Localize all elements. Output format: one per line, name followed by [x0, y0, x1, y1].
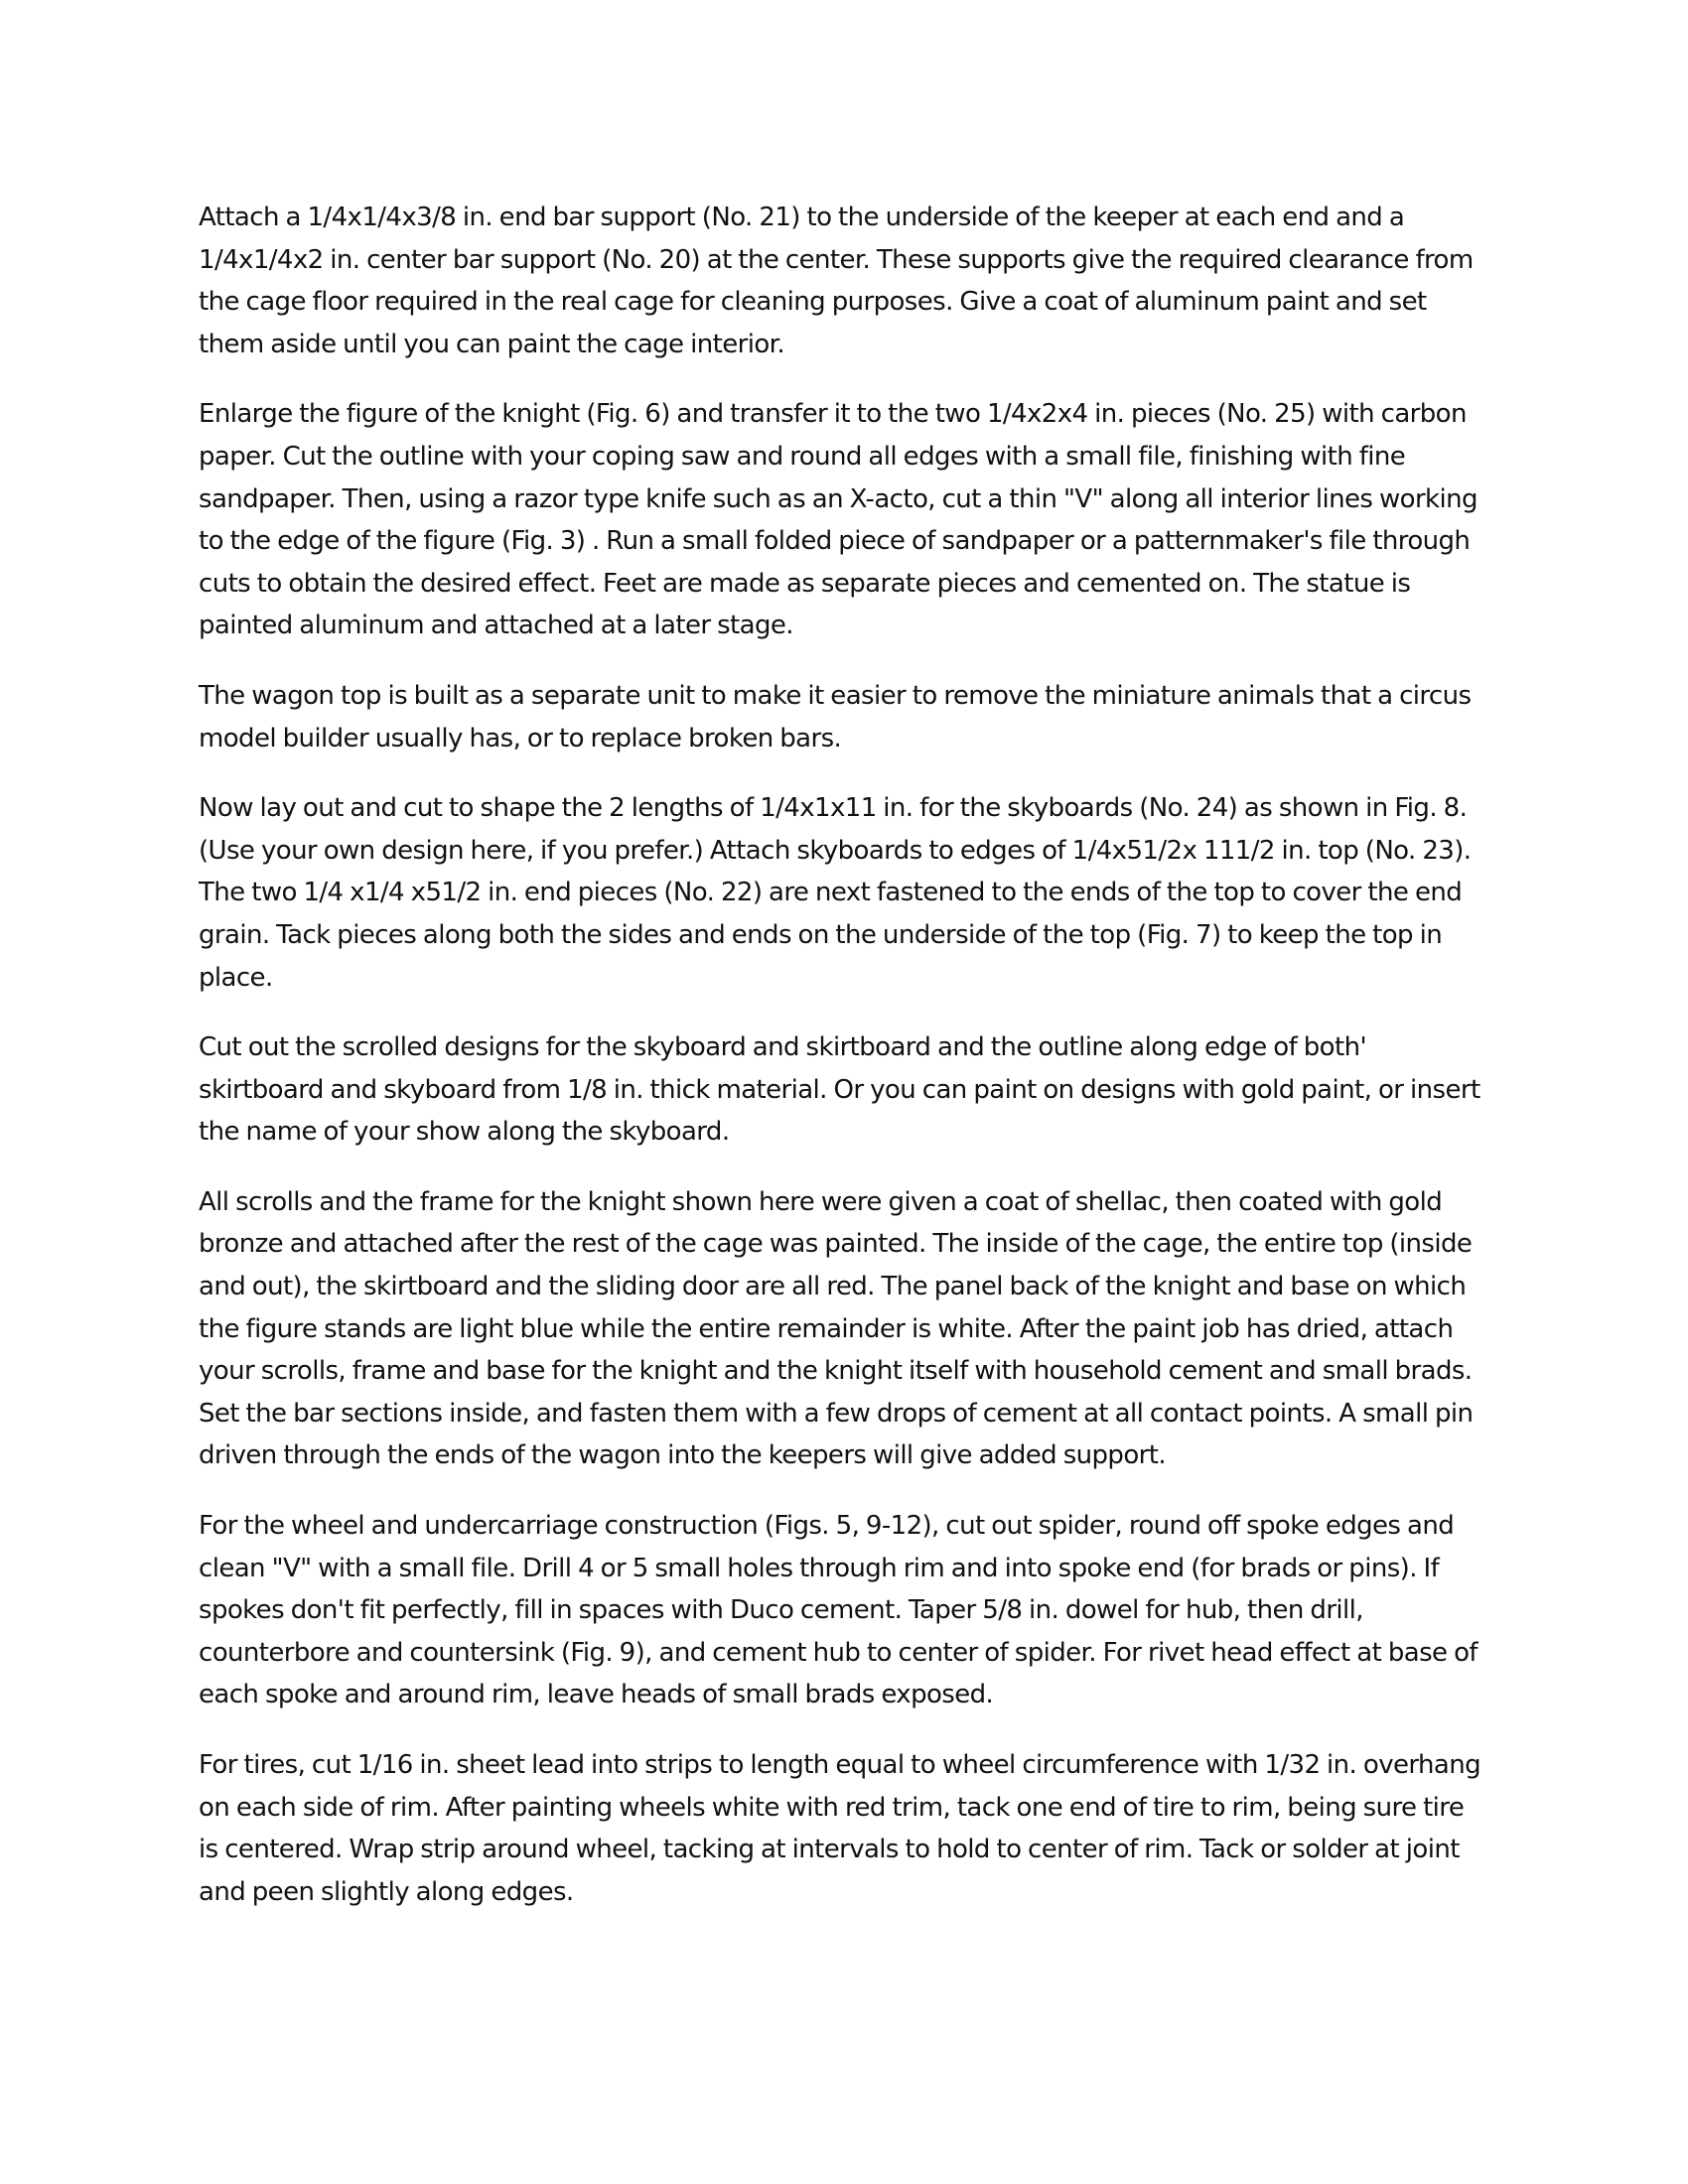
document-page	[199, 197, 1489, 1941]
paragraph-scrolled-designs: Cut out the scrolled designs for the skyboard and skirtboard and the outline along edge of both' skirtboard and skyboard from 1/8 in. thick material. Or you can paint on designs with gold paint, or insert the name of your show along the skyboard.	[199, 1032, 1480, 1148]
paragraph-skyboards: Now lay out and cut to shape the 2 lengths of 1/4x1x11 in. for the skyboards (No. 24) as shown in Fig. 8. (Use your own design here, if you prefer.) Attach skyboards to edges of 1/4x51/2x 111/2 in. top (No. 23). The two 1/4 x1/4 x51/2 in. end pieces (No. 22) are next fastened to the ends of the top to cover the end grain. Tack pieces along both the sides and ends on the underside of the top (Fig. 7) to keep the top in place.	[199, 793, 1472, 993]
paragraph-tires: For tires, cut 1/16 in. sheet lead into strips to length equal to wheel circumference with 1/32 in. overhang on each side of rim. After painting wheels white with red trim, tack one end of tire to rim, being sure tire is centered. Wrap strip around wheel, tacking at intervals to hold to center of rim. Tack or solder at joint and peen slightly along edges.	[199, 1750, 1480, 1907]
paragraph-knight-figure: Enlarge the figure of the knight (Fig. 6) and transfer it to the two 1/4x2x4 in. pieces (No. 25) with carbon paper. Cut the outline with your coping saw and round all edges with a small file, finishing with fine sandpaper. Then, using a razor type knife such as an X-acto, cut a thin "V" along all interior lines working to the edge of the figure (Fig. 3) . Run a small folded piece of sandpaper or a patternmaker's file through cuts to obtain the desired effect. Feet are made as separate pieces and cemented on. The statue is painted aluminum and attached at a later stage.	[199, 399, 1477, 641]
paragraph-end-bar-supports: Attach a 1/4x1/4x3/8 in. end bar support (No. 21) to the underside of the keeper at each end and a 1/4x1/4x2 in. center bar support (No. 20) at the center. These supports give the required clearance from the cage floor required in the real cage for cleaning purposes. Give a coat of aluminum paint and set them aside until you can paint the cage interior.	[199, 203, 1474, 359]
paragraph-painting: All scrolls and the frame for the knight shown here were given a coat of shellac, then coated with gold bronze and attached after the rest of the cage was painted. The inside of the cage, the entire top (inside and out), the skirtboard and the sliding door are all red. The panel back of the knight and base on which the figure stands are light blue while the entire remainder is white. After the paint job has dried, attach your scrolls, frame and base for the knight and the knight itself with household cement and small brads. Set the bar sections inside, and fasten them with a few drops of cement at all contact points. A small pin driven through the ends of the wagon into the keepers will give added support.	[199, 1186, 1474, 1471]
paragraph-wheels: For the wheel and undercarriage construction (Figs. 5, 9-12), cut out spider, round off spoke edges and clean "V" with a small file. Drill 4 or 5 small holes through rim and into spoke end (for brads or pins). If spokes don't fit perfectly, fill in spaces with Duco cement. Taper 5/8 in. dowel for hub, then drill, counterbore and countersink (Fig. 9), and cement hub to center of spider. For rivet head effect at base of each spoke and around rim, leave heads of small brads exposed.	[199, 1511, 1477, 1710]
paragraph-wagon-top: The wagon top is built as a separate unit to make it easier to remove the miniature animals that a circus model builder usually has, or to replace broken bars.	[199, 680, 1472, 753]
